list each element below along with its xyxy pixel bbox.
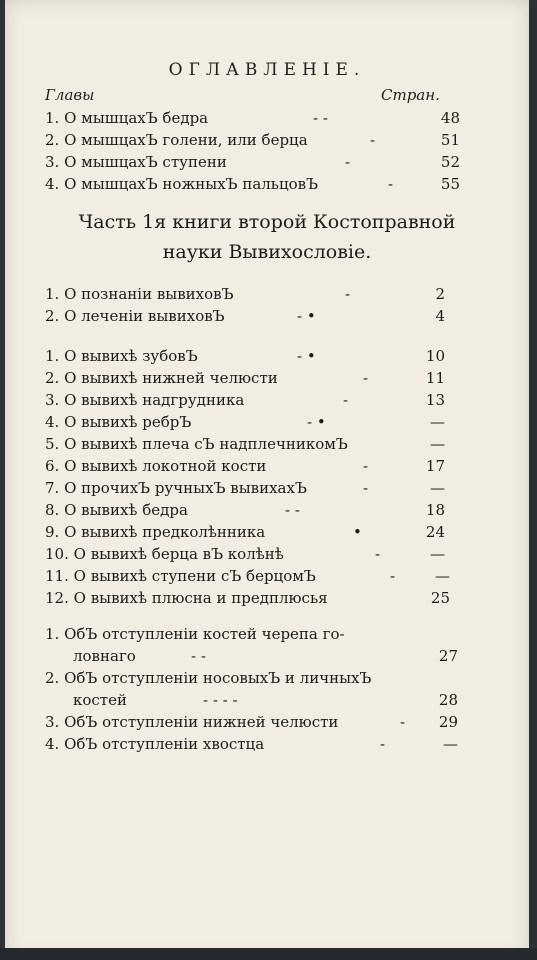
toc-entry — [45, 477, 465, 499]
toc-entry-title: 6. О вывихѣ локотной кости — [45, 457, 267, 475]
toc-entry-leader: - — [345, 153, 351, 171]
toc-entry-page: 48 — [440, 109, 460, 127]
toc-entry-leader: - — [375, 545, 381, 563]
toc-entry — [45, 173, 465, 195]
toc-entry — [45, 367, 465, 389]
toc-entry — [45, 587, 465, 609]
toc-entry-title: 2. О вывихѣ нижней челюсти — [45, 369, 278, 387]
toc-entry-leader: - — [400, 713, 406, 731]
toc-entry — [45, 499, 465, 521]
toc-entry — [45, 565, 465, 587]
toc-entry-page: 24 — [425, 523, 445, 541]
toc-entry — [45, 305, 465, 327]
toc-entry-leader: - — [370, 131, 376, 149]
toc-entry-leader: - — [363, 457, 369, 475]
toc-entry-page: 55 — [440, 175, 460, 193]
toc-entry — [45, 345, 465, 367]
toc-entry — [73, 645, 465, 667]
toc-entry — [45, 667, 465, 689]
toc-entry — [45, 623, 465, 645]
toc-entry-leader: - — [343, 391, 349, 409]
toc-entry-title: 4. О вывихѣ ребрЪ — [45, 413, 192, 431]
toc-entry-title: 11. О вывихѣ ступени сЪ берцомЪ — [45, 567, 316, 585]
toc-entry — [45, 107, 465, 129]
toc-entry-leader: - - - - — [203, 691, 238, 709]
toc-entry-page: 52 — [440, 153, 460, 171]
toc-entry-title: 2. ОбЪ отступленіи носовыхЪ и личныхЪ — [45, 669, 372, 687]
toc-entry-title: 7. О прочихЪ ручныхЪ вывихахЪ — [45, 479, 307, 497]
toc-entry — [45, 389, 465, 411]
part-title-line1: Часть 1я книги второй Костоправной — [78, 211, 456, 233]
toc-entry — [45, 711, 465, 733]
toc-entry-leader: - - — [191, 647, 206, 665]
chapters-column-label: Главы — [45, 86, 95, 104]
toc-entry — [73, 689, 465, 711]
toc-entry-page: 11 — [425, 369, 445, 387]
toc-entry-leader: - - — [285, 501, 300, 519]
toc-entry-page: 51 — [440, 131, 460, 149]
toc-entry-leader: - — [345, 285, 351, 303]
toc-entry-page: 2 — [435, 285, 445, 303]
toc-entry-title: 8. О вывихѣ бедра — [45, 501, 188, 519]
toc-entry-title: 2. О леченіи вывиховЪ — [45, 307, 225, 325]
toc-entry-title: костей — [73, 691, 127, 709]
toc-entry-leader: • — [353, 523, 362, 541]
toc-entry — [45, 433, 465, 455]
scan-bottom-edge — [0, 948, 537, 960]
toc-entry — [45, 411, 465, 433]
toc-entry-title: 1. О познаніи вывиховЪ — [45, 285, 234, 303]
toc-entry-title: 9. О вывихѣ предколѣнника — [45, 523, 266, 541]
toc-entry-title: 12. О вывихѣ плюсна и предплюсья — [45, 589, 328, 607]
toc-entry-page: — — [443, 735, 458, 753]
toc-entry-title: 10. О вывихѣ берца вЪ колѣнѣ — [45, 545, 284, 563]
toc-entry-leader: - • — [297, 347, 316, 365]
toc-entry-title: ловнаго — [73, 647, 136, 665]
toc-entry-leader: - — [363, 369, 369, 387]
toc-entry-title: 3. ОбЪ отступленіи нижней челюсти — [45, 713, 339, 731]
toc-entry — [45, 151, 465, 173]
toc-entry-page: 28 — [438, 691, 458, 709]
toc-entry-page: 25 — [430, 589, 450, 607]
toc-entry-title: 1. ОбЪ отступленіи костей черепа го- — [45, 625, 345, 643]
toc-entry-page: 27 — [438, 647, 458, 665]
toc-entry-title: 4. О мышцахЪ ножныхЪ пальцовЪ — [45, 175, 319, 193]
toc-entry-title: 1. О вывихѣ зубовЪ — [45, 347, 198, 365]
toc-entry-page: — — [430, 479, 445, 497]
toc-entry-leader: - — [390, 567, 396, 585]
toc-entry-page: 17 — [425, 457, 445, 475]
toc-entry-page: 13 — [425, 391, 445, 409]
toc-entry-page: — — [430, 413, 445, 431]
toc-entry-title: 3. О вывихѣ надгрудника — [45, 391, 245, 409]
toc-entry-title: 5. О вывихѣ плеча сЪ надплечникомЪ — [45, 435, 348, 453]
toc-entry — [45, 733, 465, 755]
page-heading: ОГЛАВЛЕНІЕ. — [168, 60, 366, 80]
toc-entry-page: — — [435, 567, 450, 585]
toc-entry — [45, 129, 465, 151]
toc-entry-title: 4. ОбЪ отступленіи хвостца — [45, 735, 265, 753]
toc-entry — [45, 521, 465, 543]
toc-entry-title: 2. О мышцахЪ голени, или берца — [45, 131, 308, 149]
toc-entry-page: 4 — [435, 307, 445, 325]
toc-entry-page: 18 — [425, 501, 445, 519]
toc-entry — [45, 283, 465, 305]
part-title-line2: науки Вывихословіе. — [162, 241, 372, 263]
toc-entry-page: 10 — [425, 347, 445, 365]
toc-entry-page: 29 — [438, 713, 458, 731]
toc-entry-leader: - - — [313, 109, 328, 127]
toc-entry-leader: - • — [297, 307, 316, 325]
toc-entry-leader: - — [388, 175, 394, 193]
toc-entry-leader: - • — [307, 413, 326, 431]
toc-entry-page: — — [430, 435, 445, 453]
toc-entry-leader: - — [380, 735, 386, 753]
pages-column-label: Стран. — [381, 86, 440, 104]
toc-entry — [45, 455, 465, 477]
toc-entry-leader: - — [363, 479, 369, 497]
book-page — [5, 0, 529, 960]
toc-entry-title: 1. О мышцахЪ бедра — [45, 109, 209, 127]
toc-entry — [45, 543, 465, 565]
toc-entry-page: — — [430, 545, 445, 563]
toc-entry-title: 3. О мышцахЪ ступени — [45, 153, 227, 171]
